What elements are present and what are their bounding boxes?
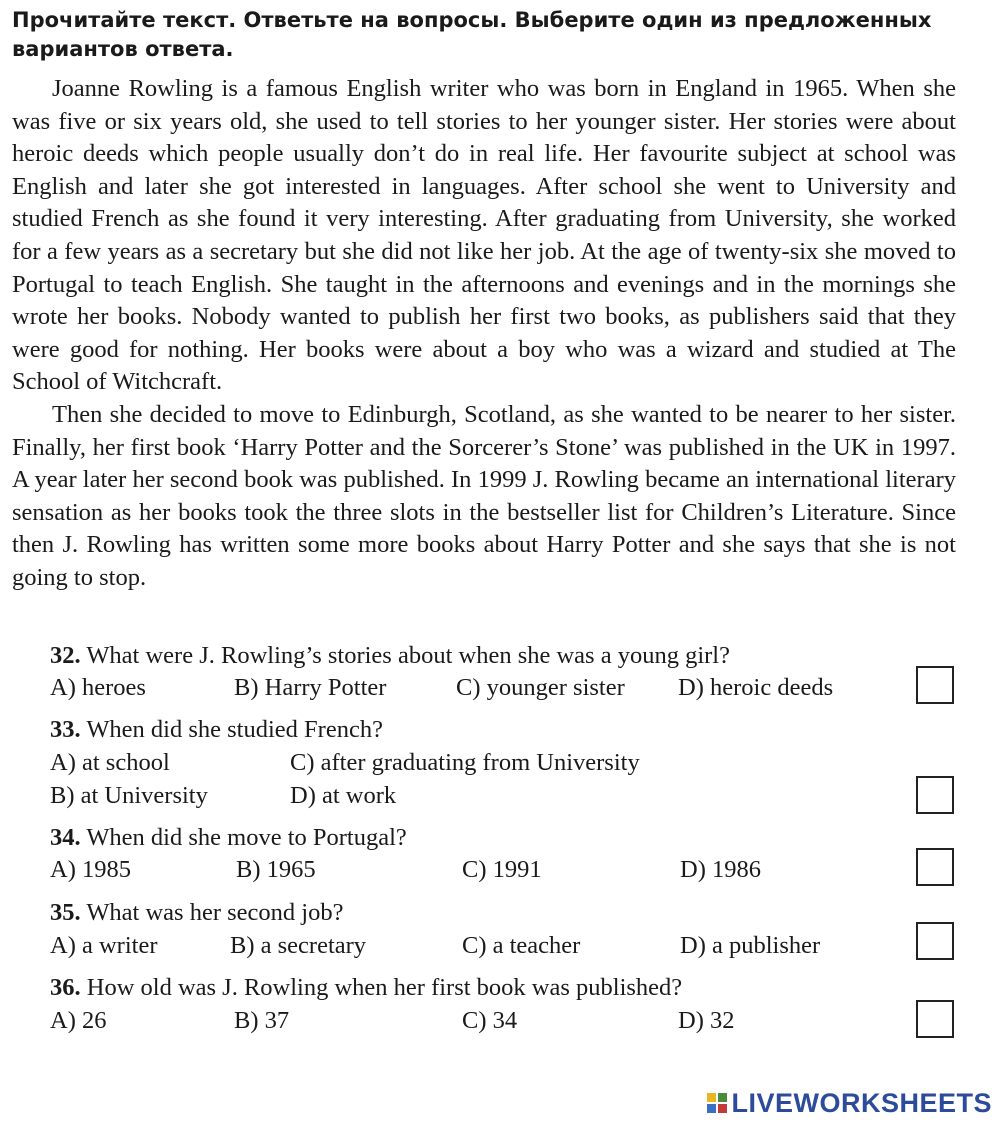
option-b: B) 1965 [236, 856, 316, 883]
question-35 [50, 897, 343, 929]
liveworksheets-logo [707, 1089, 992, 1117]
question-number: 33. [50, 716, 81, 743]
option-a: A) at school [50, 749, 170, 776]
question-34 [50, 822, 407, 854]
reading-passage [12, 73, 956, 595]
option-c: C) 1991 [462, 856, 542, 883]
passage-paragraph-2: Then she decided to move to Edinburgh, Scotland, as she wanted to be nearer to her sister. Finally, her first book ‘Harry Potter and the Sorcerer’s Stone’ was published in the UK in 1997. A year later her second book was published. In 1999 J. Rowling became an international literary sensation as her books took the three slots in the bestseller list for Children’s Literature. Since then J. Rowling has written some more books about Harry Potter and she says that she is not going to stop. [12, 400, 956, 591]
option-a: A) a writer [50, 932, 158, 959]
option-a: A) 26 [50, 1007, 107, 1034]
option-c: C) after graduating from University [290, 749, 640, 776]
instruction-heading: Прочитайте текст. Ответьте на вопросы. Выберите один из предложенных вариантов ответа. [12, 8, 932, 61]
option-a: A) 1985 [50, 856, 131, 883]
option-d: D) at work [290, 782, 397, 809]
question-number: 34. [50, 824, 81, 851]
answer-box-34[interactable] [916, 848, 954, 886]
question-number: 32. [50, 642, 81, 669]
question-text: What were J. Rowling’s stories about when she was a young girl? [86, 642, 730, 669]
logo-text: LIVEWORKSHEETS [731, 1087, 992, 1118]
question-number: 36. [50, 974, 81, 1001]
passage-paragraph-1: Joanne Rowling is a famous English writer who was born in England in 1965. When she was five or six years old, she used to tell stories to her younger sister. Her stories were about heroic deeds which people usually don’t do in real life. Her favourite subject at school was English and later she got interested in languages. After school she went to University and studied French as she found it very interesting. After graduating from University, she worked for a few years as a secretary but she did not like her job. At the age of twenty-six she moved to Portugal to teach English. She taught in the afternoons and evenings and in the mornings she wrote her books. Nobody wanted to publish her first two books, as publishers said that they were good for nothing. Her books were about a boy who was a wizard and studied at The School of Witchcraft. [12, 75, 956, 396]
option-d: D) 1986 [680, 856, 761, 883]
question-36 [50, 972, 682, 1004]
question-33 [50, 714, 383, 746]
option-b: B) Harry Potter [234, 674, 387, 701]
option-b: B) at University [50, 782, 208, 809]
answer-box-35[interactable] [916, 922, 954, 960]
option-d: D) 32 [678, 1007, 735, 1034]
option-c: C) a teacher [462, 932, 581, 959]
option-a: A) heroes [50, 674, 146, 701]
logo-grid-icon [707, 1093, 727, 1113]
answer-box-36[interactable] [916, 1000, 954, 1038]
question-number: 35. [50, 899, 81, 926]
option-c: C) younger sister [456, 674, 625, 701]
question-text: When did she studied French? [86, 716, 383, 743]
answer-box-33[interactable] [916, 776, 954, 814]
option-b: B) 37 [234, 1007, 290, 1034]
question-text: How old was J. Rowling when her first book was published? [86, 974, 683, 1001]
option-b: B) a secretary [230, 932, 367, 959]
question-text: When did she move to Portugal? [86, 824, 407, 851]
answer-box-32[interactable] [916, 666, 954, 704]
question-32 [50, 640, 730, 672]
option-c: C) 34 [462, 1007, 518, 1034]
option-d: D) a publisher [680, 932, 821, 959]
option-d: D) heroic deeds [678, 674, 834, 701]
question-text: What was her second job? [86, 899, 344, 926]
